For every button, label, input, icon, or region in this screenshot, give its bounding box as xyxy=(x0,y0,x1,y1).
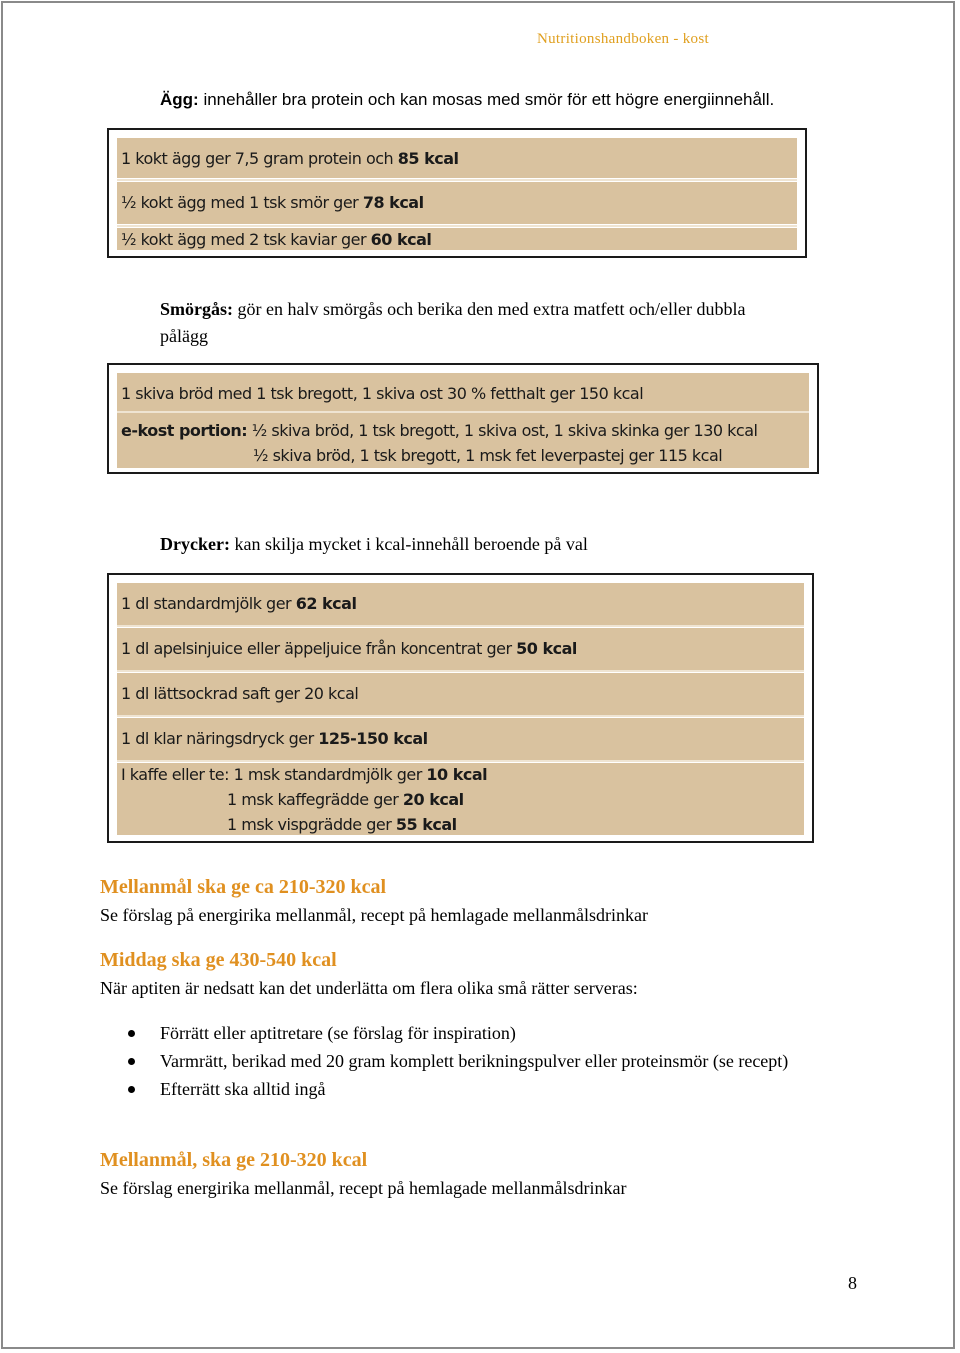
egg-row-2: ½ kokt ägg med 1 tsk smör ger 78 kcal xyxy=(117,182,797,224)
list-item: Efterrätt ska alltid ingå xyxy=(100,1076,820,1103)
sandwich-box xyxy=(107,363,819,474)
egg-intro xyxy=(160,86,774,113)
egg-label: Ägg: xyxy=(160,90,199,109)
ekost-label: e-kost portion: xyxy=(121,421,248,440)
page-number: 8 xyxy=(848,1273,857,1293)
drinks-box xyxy=(107,573,814,843)
drinks-intro: Drycker: kan skilja mycket i kcal-innehåll beroende på val xyxy=(160,534,588,554)
drink-row-4: 1 dl klar näringsdryck ger 125-150 kcal xyxy=(117,718,804,760)
sandwich-intro: Smörgås: gör en halv smörgås och berika den med extra matfett och/eller dubbla pålägg xyxy=(160,299,746,346)
middag-heading: Middag ska ge 430-540 kcal xyxy=(100,949,337,971)
middag-bullet-list xyxy=(100,1020,820,1104)
drinks-label: Drycker: xyxy=(160,534,230,554)
list-item: Förrätt eller aptitretare (se förslag för inspiration) xyxy=(100,1020,820,1047)
egg-box xyxy=(107,128,807,258)
ekost-row: e-kost portion: ½ skiva bröd, 1 tsk bregott, 1 skiva ost, 1 skiva skinka ger 130 kcal ½ skiva bröd, 1 tsk bregott, 1 msk fet leverpastej ger 115 kcal xyxy=(117,413,809,468)
mellanmal-heading-2: Mellanmål, ska ge 210-320 kcal xyxy=(100,1149,368,1171)
egg-row-1: 1 kokt ägg ger 7,5 gram protein och 85 kcal xyxy=(117,138,797,178)
egg-row-3: ½ kokt ägg med 2 tsk kaviar ger 60 kcal xyxy=(117,228,797,250)
mellanmal-text-2: Se förslag energirika mellanmål, recept på hemlagade mellanmålsdrinkar xyxy=(100,1178,627,1198)
drink-row-3: 1 dl lättsockrad saft ger 20 kcal xyxy=(117,673,804,715)
running-header: Nutritionshandboken - kost xyxy=(537,31,709,47)
egg-intro-text: innehåller bra protein och kan mosas med smör för ett högre energiinnehåll. xyxy=(198,90,775,109)
sandwich-label: Smörgås: xyxy=(160,299,233,319)
drink-row-2: 1 dl apelsinjuice eller äppeljuice från koncentrat ger 50 kcal xyxy=(117,628,804,670)
middag-text: När aptiten är nedsatt kan det underlätta om flera olika små rätter serveras: xyxy=(100,978,638,998)
coffee-row: I kaffe eller te: 1 msk standardmjölk ger 10 kcal 1 msk kaffegrädde ger 20 kcal 1 msk vispgrädde ger 55 kcal xyxy=(117,763,804,835)
list-item: Varmrätt, berikad med 20 gram komplett berikningspulver eller proteinsmör (se recept) xyxy=(100,1048,820,1075)
mellanmal-text-1: Se förslag på energirika mellanmål, recept på hemlagade mellanmålsdrinkar xyxy=(100,905,648,925)
mellanmal-heading-1: Mellanmål ska ge ca 210-320 kcal xyxy=(100,876,387,898)
sandwich-row-1: 1 skiva bröd med 1 tsk bregott, 1 skiva ost 30 % fetthalt ger 150 kcal xyxy=(117,373,809,411)
drink-row-1: 1 dl standardmjölk ger 62 kcal xyxy=(117,583,804,625)
